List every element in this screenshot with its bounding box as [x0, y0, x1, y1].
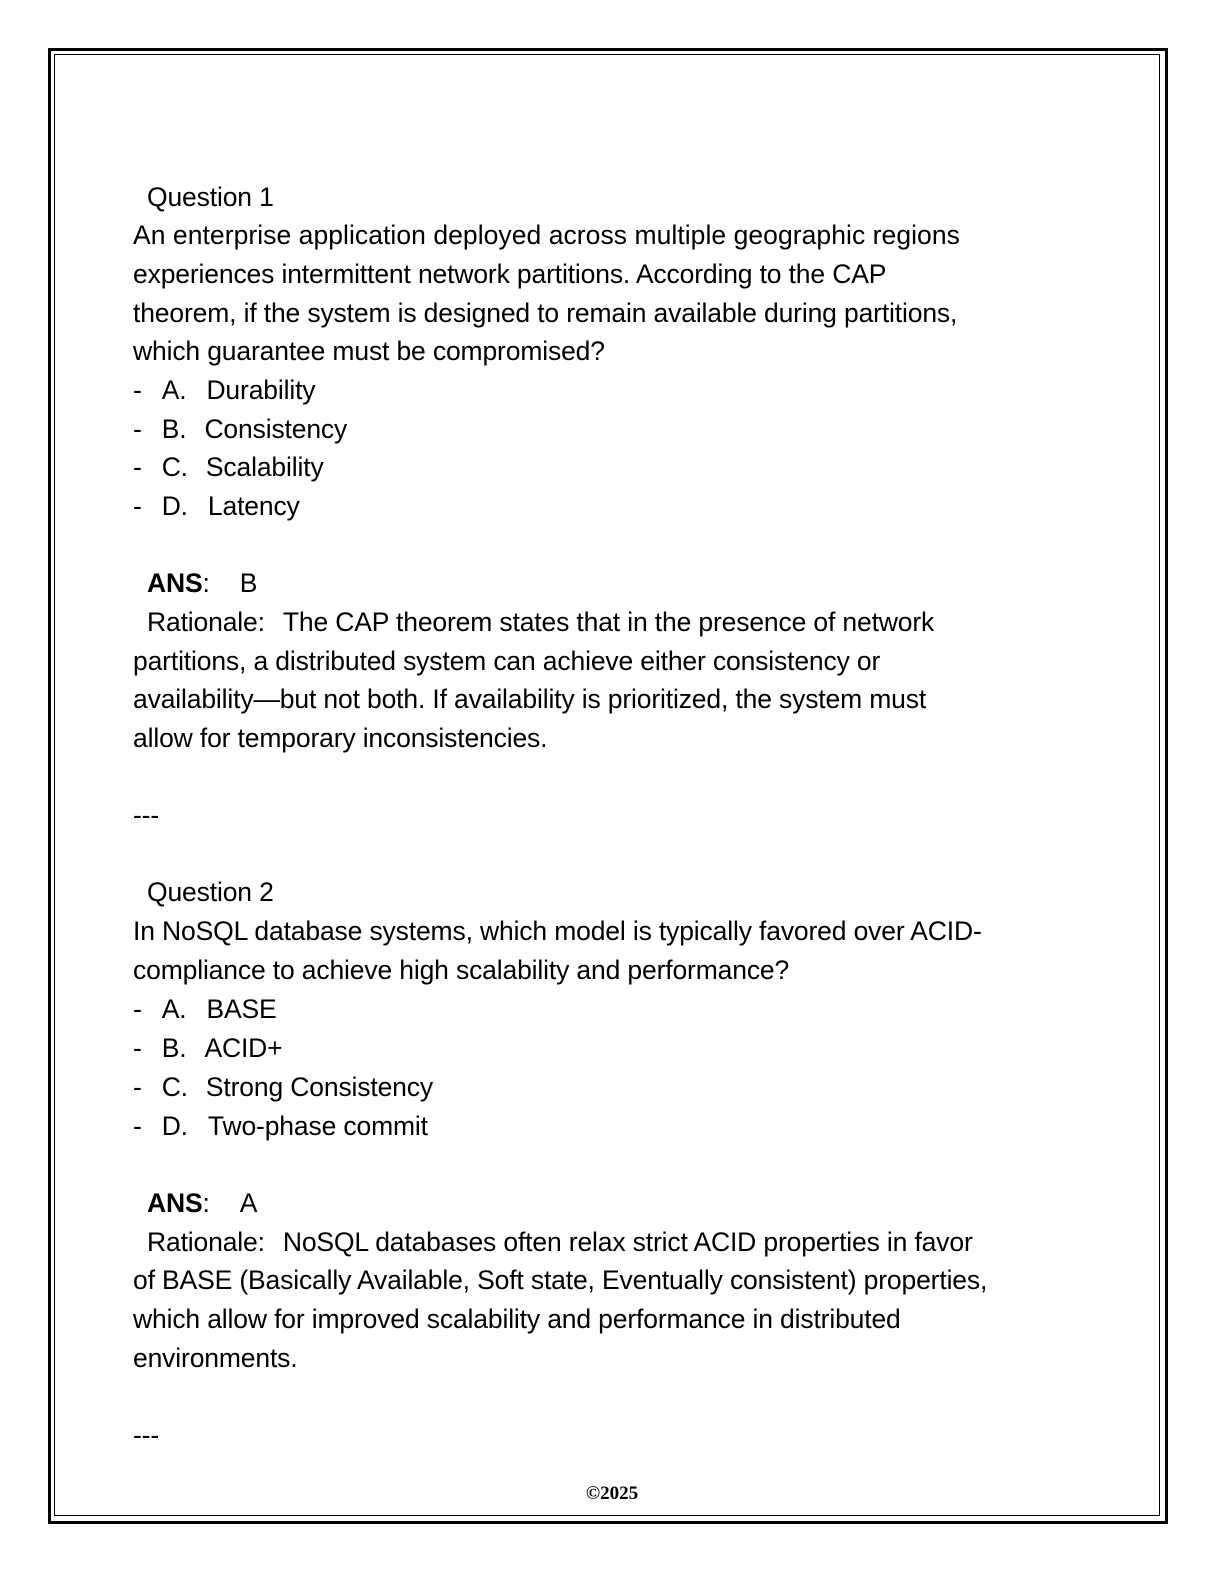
option-a	[133, 994, 277, 1024]
option-letter: B.	[161, 414, 187, 444]
rationale-line: which allow for improved scalability and performance in distributed	[133, 1304, 901, 1334]
option-bullet: -	[133, 452, 142, 482]
answer-label: ANS	[147, 568, 203, 598]
option-d	[133, 1111, 428, 1141]
option-bullet: -	[133, 1033, 142, 1063]
copyright-footer: ©2025	[585, 1483, 639, 1504]
rationale-text: NoSQL databases often relax strict ACID properties in favor	[282, 1227, 973, 1257]
option-text: ACID+	[204, 1033, 283, 1063]
option-letter: D.	[161, 491, 188, 521]
answer-line	[147, 1188, 257, 1218]
question-heading: Question 2	[147, 877, 274, 907]
option-bullet: -	[133, 414, 142, 444]
option-text: Latency	[207, 491, 300, 521]
option-text: Durability	[206, 375, 316, 405]
option-text: Consistency	[204, 414, 348, 444]
answer-value: A	[239, 1188, 258, 1218]
rationale-line: allow for temporary inconsistencies.	[133, 723, 548, 753]
question-stem-line: theorem, if the system is designed to remain available during partitions,	[133, 298, 958, 328]
rationale-line	[147, 607, 934, 637]
answer-label: ANS	[147, 1188, 203, 1218]
option-d	[133, 491, 300, 521]
rationale-line	[147, 1227, 973, 1257]
option-text: BASE	[206, 994, 277, 1024]
option-b	[133, 414, 347, 444]
option-bullet: -	[133, 1111, 142, 1141]
separator: ---	[133, 1420, 160, 1450]
question-stem-line: experiences intermittent network partitions. According to the CAP	[133, 259, 887, 289]
option-letter: C.	[161, 1072, 188, 1102]
rationale-label: Rationale:	[147, 607, 265, 637]
option-c	[133, 1072, 433, 1102]
option-a	[133, 375, 315, 405]
option-text: Strong Consistency	[205, 1072, 433, 1102]
option-bullet: -	[133, 375, 142, 405]
rationale-line: environments.	[133, 1343, 298, 1373]
rationale-line: availability—but not both. If availability is prioritized, the system must	[133, 684, 927, 714]
option-letter: C.	[161, 452, 188, 482]
option-b	[133, 1033, 282, 1063]
option-letter: A.	[161, 994, 187, 1024]
question-heading: Question 1	[147, 182, 274, 212]
rationale-line: partitions, a distributed system can achieve either consistency or	[133, 646, 881, 676]
rationale-label: Rationale:	[147, 1227, 265, 1257]
rationale-text: The CAP theorem states that in the presence of network	[282, 607, 935, 637]
question-stem-line: An enterprise application deployed across multiple geographic regions	[133, 220, 960, 250]
answer-colon: :	[202, 1188, 210, 1218]
option-bullet: -	[133, 994, 142, 1024]
answer-colon: :	[202, 568, 210, 598]
option-c	[133, 452, 324, 482]
answer-value: B	[239, 568, 258, 598]
question-stem-line: which guarantee must be compromised?	[133, 336, 605, 366]
option-letter: A.	[161, 375, 187, 405]
option-letter: D.	[161, 1111, 188, 1141]
question-stem-line: compliance to achieve high scalability and performance?	[133, 955, 790, 985]
question-stem-line: In NoSQL database systems, which model is typically favored over ACID-	[133, 916, 982, 946]
option-bullet: -	[133, 491, 142, 521]
separator: ---	[133, 800, 160, 830]
answer-line	[147, 568, 257, 598]
option-letter: B.	[161, 1033, 187, 1063]
option-bullet: -	[133, 1072, 142, 1102]
rationale-line: of BASE (Basically Available, Soft state, Eventually consistent) properties,	[133, 1265, 988, 1295]
option-text: Scalability	[205, 452, 324, 482]
option-text: Two-phase commit	[207, 1111, 428, 1141]
